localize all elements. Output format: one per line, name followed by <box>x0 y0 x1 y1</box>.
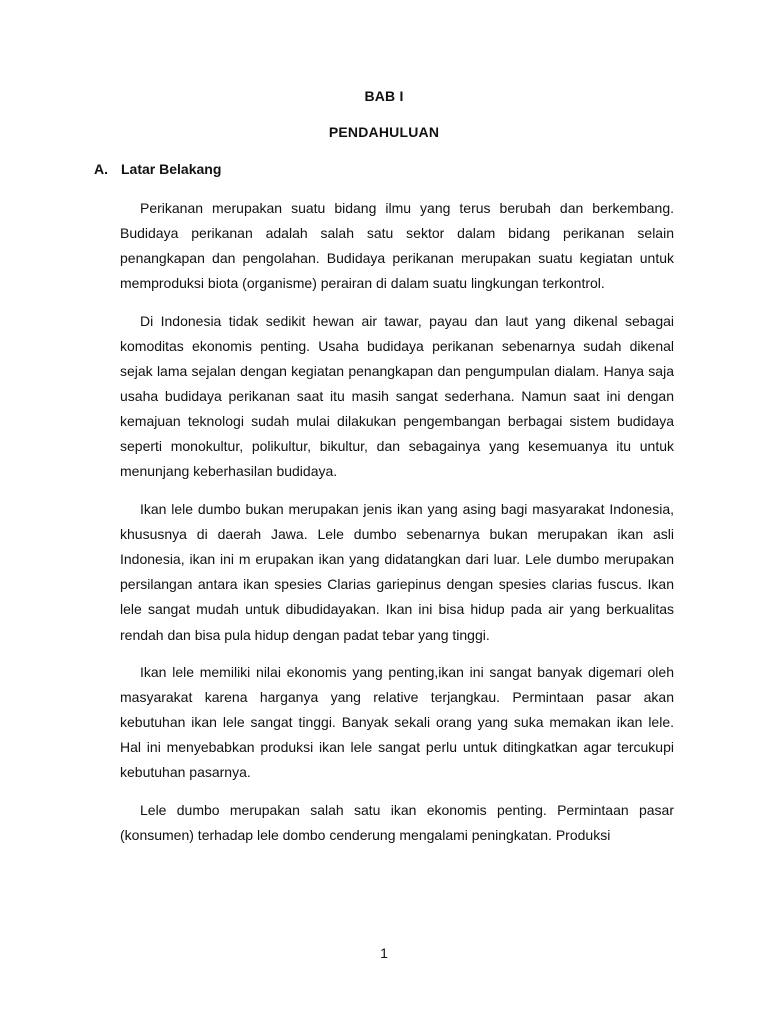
paragraph: Ikan lele memiliki nilai ekonomis yang penting,ikan ini sangat banyak digemari oleh masyarakat karena harganya yang relative terjangkau. Permintaan pasar akan kebutuhan ikan lele sangat tinggi. Banyak sekali orang yang suka memakan ikan lele. Hal ini menyebabkan produksi ikan lele sangat perlu untuk ditingkatkan agar tercukupi kebutuhan pasarnya. <box>120 664 674 781</box>
paragraph: Perikanan merupakan suatu bidang ilmu yang terus berubah dan berkembang. Budidaya perikanan adalah salah satu sektor dalam bidang perikanan selain penangkapan dan pengolahan. Budidaya perikanan merupakan suatu kegiatan untuk memproduksi biota (organisme) perairan di dalam suatu lingkungan terkontrol. <box>120 200 674 292</box>
body-text <box>120 196 674 861</box>
section-heading <box>94 161 221 177</box>
chapter-label: BAB I <box>364 88 404 104</box>
paragraph: Lele dumbo merupakan salah satu ikan ekonomis penting. Permintaan pasar (konsumen) terhadap lele dombo cenderung mengalami peningkatan. Produksi <box>120 802 674 844</box>
paragraph: Ikan lele dumbo bukan merupakan jenis ikan yang asing bagi masyarakat Indonesia, khususnya di daerah Jawa. Lele dumbo sebenarnya bukan merupakan ikan asli Indonesia, ikan ini m erupakan ikan yang didatangkan dari luar. Lele dumbo merupakan persilangan antara ikan spesies Clarias gariepinus dengan spesies clarias fuscus. Ikan lele sangat mudah untuk dibudidayakan. Ikan ini bisa hidup pada air yang berkualitas rendah dan bisa pula hidup dengan padat tebar yang tinggi. <box>120 501 674 643</box>
section-letter: A. <box>94 161 108 177</box>
page-number: 1 <box>380 945 388 961</box>
paragraph: Di Indonesia tidak sedikit hewan air tawar, payau dan laut yang dikenal sebagai komoditas ekonomis penting. Usaha budidaya perikanan sebenarnya sudah dikenal sejak lama sejalan dengan kegiatan penangkapan dan pengumpulan dialam. Hanya saja usaha budidaya perikanan saat itu masih sangat sederhana. Namun saat ini dengan kemajuan teknologi sudah mulai dilakukan pengembangan berbagai sistem budidaya seperti monokultur, polikultur, bikultur, dan sebagainya yang kesemuanya itu untuk menunjang keberhasilan budidaya. <box>120 312 674 480</box>
section-title: Latar Belakang <box>121 161 222 177</box>
chapter-title: PENDAHULUAN <box>328 124 440 140</box>
